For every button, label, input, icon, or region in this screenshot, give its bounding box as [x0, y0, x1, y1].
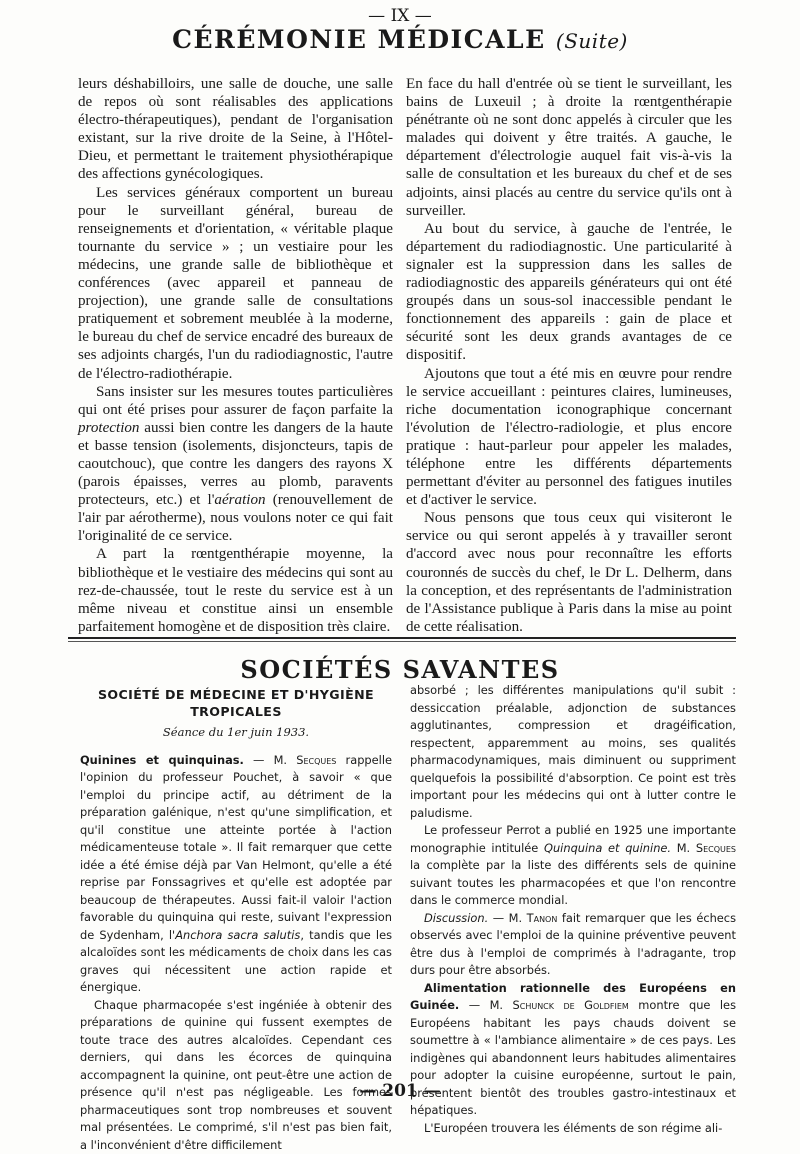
alimentation-heading: Alimentation rationnelle des Européens en Guinée. — [410, 981, 736, 1013]
ceremonie-right-paragraph: Nous pensons que tous ceux qui visiteront le service ou qui seront appelés à y travailler seront d'accord avec nous pour reconnaître les efforts couronnés de succès du chef, le Dr L. Delherm, dans la conception, et des représentants de l'administration de l'Assistance publique à Paris dans la mise au point de cette réalisation. — [406, 509, 732, 636]
roman-page-number: — IX — — [0, 6, 800, 26]
paragraph-text: Sans insister sur les mesures toutes particulières qui ont été prises pour assurer de façon parfaite la — [78, 384, 393, 418]
paragraph-text: rappelle l'opinion du professeur Pouchet, à savoir « que l'emploi du principe actif, au détriment de la préparation galénique, n'est qu'une simplification, et qu'il constitue une atteinte portée à l'action médicamenteuse totale ». Il fait remarquer que cette idée a été émise déjà par Van Helmont, qu'elle a été reprise par Fonssagrives et qu'elle est adoptée par beaucoup de thérapeutes. Aussi fait-il valoir l'action favorable du quinquina qui reste, suivant l'expression de Sydenham, l' — [80, 753, 392, 942]
paragraph-text: M. — [671, 841, 696, 855]
paragraph-text: montre que les Européens habitant les pays chauds doivent se soumettre à « l'ambiance alimentaire » de ces pays. Les indigènes qui abandonnent leurs habitudes alimentaires pour adopter la cuisine européenne, surtout le pain, présentent bientôt des troubles gastro-intestinaux et hépatiques. — [410, 998, 736, 1117]
paragraph-text: (renouvellement de l'air par aérotherme), nous voulons noter ce qui fait l'originalité de ce service. — [78, 492, 393, 544]
paragraph-text: la complète par la liste des différents sels de quinine suivant toutes les pharmacopées et que l'on rencontre dans le commerce mondial. — [410, 858, 736, 907]
ceremonie-left-paragraph: Les services généraux comportent un bureau pour le surveillant général, bureau de renseignements et d'orientation, « véritable plaque tournante du service » ; un vestiaire pour les médecins, une grande salle de bibliothèque et conférences (avec appareil et panneau de projection), une grande salle de consultations pratiquement et sobrement meublée à la moderne, le bureau du chef de service encadré des bureaux de ses adjoints chargés, l'un du radiodiagnostic, l'autre de l'électro-radiothérapie. — [78, 184, 393, 383]
quinines-continuation: absorbé ; les différentes manipulations qu'il subit : dessiccation préalable, adjonction de substances agglutinantes, compression et dragéification, respectent, apparemment au moins, ses qualités pharmacodynamiques, mais diminuent ou suppriment quelquefois la possibilité d'absorption. Ce point est très important pour les médecins qui ont à lutter contre le paludisme. — [410, 682, 736, 822]
book-title: Quinquina et quinine. — [544, 841, 671, 855]
speaker-name: Secques — [696, 841, 736, 855]
speaker-name: Tanon — [527, 911, 558, 925]
emphasis-aeration: aération — [214, 492, 265, 508]
ceremonie-right-paragraph: Au bout du service, à gauche de l'entrée, le département du radiodiagnostic. Une particularité à signaler est la suppression dans les salles de radiodiagnostic des appareils générateurs qui ont été groupés dans un sous-sol inaccessible pendant le fonctionnement des appareils : gain de place et sécurité sont les deux grands avantages de ce dispositif. — [406, 220, 732, 365]
dash: — M. — [459, 998, 512, 1012]
ceremonie-right-paragraph: Ajoutons que tout a été mis en œuvre pour rendre le service accueillant : peintures claires, lumineuses, riche documentation iconographique concernant l'évolution de l'électro-radiologie, et plus encore pratique : haut-parleur pour appeler les malades, téléphone entre les différents départements permettant d'éviter au personnel des fatigues inutiles et d'activer le service. — [406, 365, 732, 510]
quinines-heading: Quinines et quinquinas. — [80, 753, 244, 767]
discussion-paragraph — [410, 910, 736, 980]
paragraph-text: , tandis que les alcaloïdes sont les médicaments de choix dans les cas graves qui nécessitent une action rapide et énergique. — [80, 928, 392, 995]
section-divider — [68, 637, 736, 639]
dash: — M. — [244, 753, 296, 767]
quinines-paragraph: Chaque pharmacopée s'est ingéniée à obtenir des préparations de quinine qui fussent exemptes de toute trace des autres alcaloïdes. Cependant ces derniers, qui dans les écorces de quinquina accompagnent la quinine, ont peut-être une action de présence qu'il n'est pas négligeable. Les formes pharmaceutiques sont trop nombreuses et souvent mal présentées. Le comprimé, s'il n'est pas bien fait, a l'inconvénient d'être difficilement — [80, 997, 392, 1154]
ceremonie-left-paragraph: A part la rœntgenthérapie moyenne, la bibliothèque et le vestiaire des médecins qui sont au rez-de-chaussée, tout le reste du service est à un même niveau et constitue ainsi un ensemble parfaitement homogène et de disposition très claire. — [78, 545, 393, 635]
speaker-name: Schunck de Goldfiem — [513, 998, 629, 1012]
alimentation-paragraph: L'Européen trouvera les éléments de son régime ali- — [410, 1120, 736, 1138]
emphasis-protection: protection — [78, 420, 139, 436]
page-title-text: CÉRÉMONIE MÉDICALE — [172, 25, 546, 54]
ceremonie-left-paragraph: leurs déshabilloirs, une salle de douche, une salle de repos où sont réalisables des applications électro-thérapeutiques), pendant de l'organisation existant, sur la rive droite de la Seine, à l'Hôtel-Dieu, et permettant le traitement physiothérapique des affections gynécologiques. — [78, 75, 393, 184]
section-divider-thin — [68, 641, 736, 642]
seance-date: Séance du 1er juin 1933. — [80, 724, 392, 742]
society-name: SOCIÉTÉ DE MÉDECINE ET D'HYGIÈNE TROPICALES — [80, 686, 392, 720]
page-title-suffix: (Suite) — [556, 29, 628, 53]
ceremonie-left-column — [78, 75, 393, 636]
page-title — [0, 25, 800, 54]
ceremonie-left-paragraph — [78, 383, 393, 546]
dash: — M. — [488, 911, 526, 925]
discussion-label: Discussion. — [424, 911, 488, 925]
perrot-paragraph — [410, 822, 736, 910]
latin-quote: Anchora sacra salutis — [175, 928, 300, 942]
paragraph-text: fait remarquer que les échecs observés avec l'emploi de la quinine préventive peuvent être dus à l'emploi de comprimés à l'adragante, trop durs pour être absorbés. — [410, 911, 736, 978]
ceremonie-right-paragraph: En face du hall d'entrée où se tient le surveillant, les bains de Luxeuil ; à droite la rœntgenthérapie pénétrante où ne sont donc appelés à circuler que les malades qui doivent y être traités. A gauche, le département d'électrologie auquel fait vis-à-vis la salle de consultation et les bureaux du chef et de ses adjoints, ainsi placés au centre du service qu'ils ont à surveiller. — [406, 75, 732, 220]
page-number: — 201 — — [0, 1081, 800, 1101]
societes-right-column — [410, 682, 736, 1137]
paragraph-text: Le professeur Perrot a publié en 1925 une importante monographie intitulée — [410, 823, 736, 855]
quinines-paragraph — [80, 752, 392, 997]
speaker-name: Secques — [296, 753, 336, 767]
paragraph-text: aussi bien contre les dangers de la haute et basse tension (isolements, disjoncteurs, tapis de caoutchouc), que contre les dangers des rayons X (parois épaisses, verres au plomb, paravents protecteurs, etc.) et l' — [78, 420, 393, 508]
societes-title: SOCIÉTÉS SAVANTES — [0, 655, 800, 684]
ceremonie-right-column — [406, 75, 732, 636]
